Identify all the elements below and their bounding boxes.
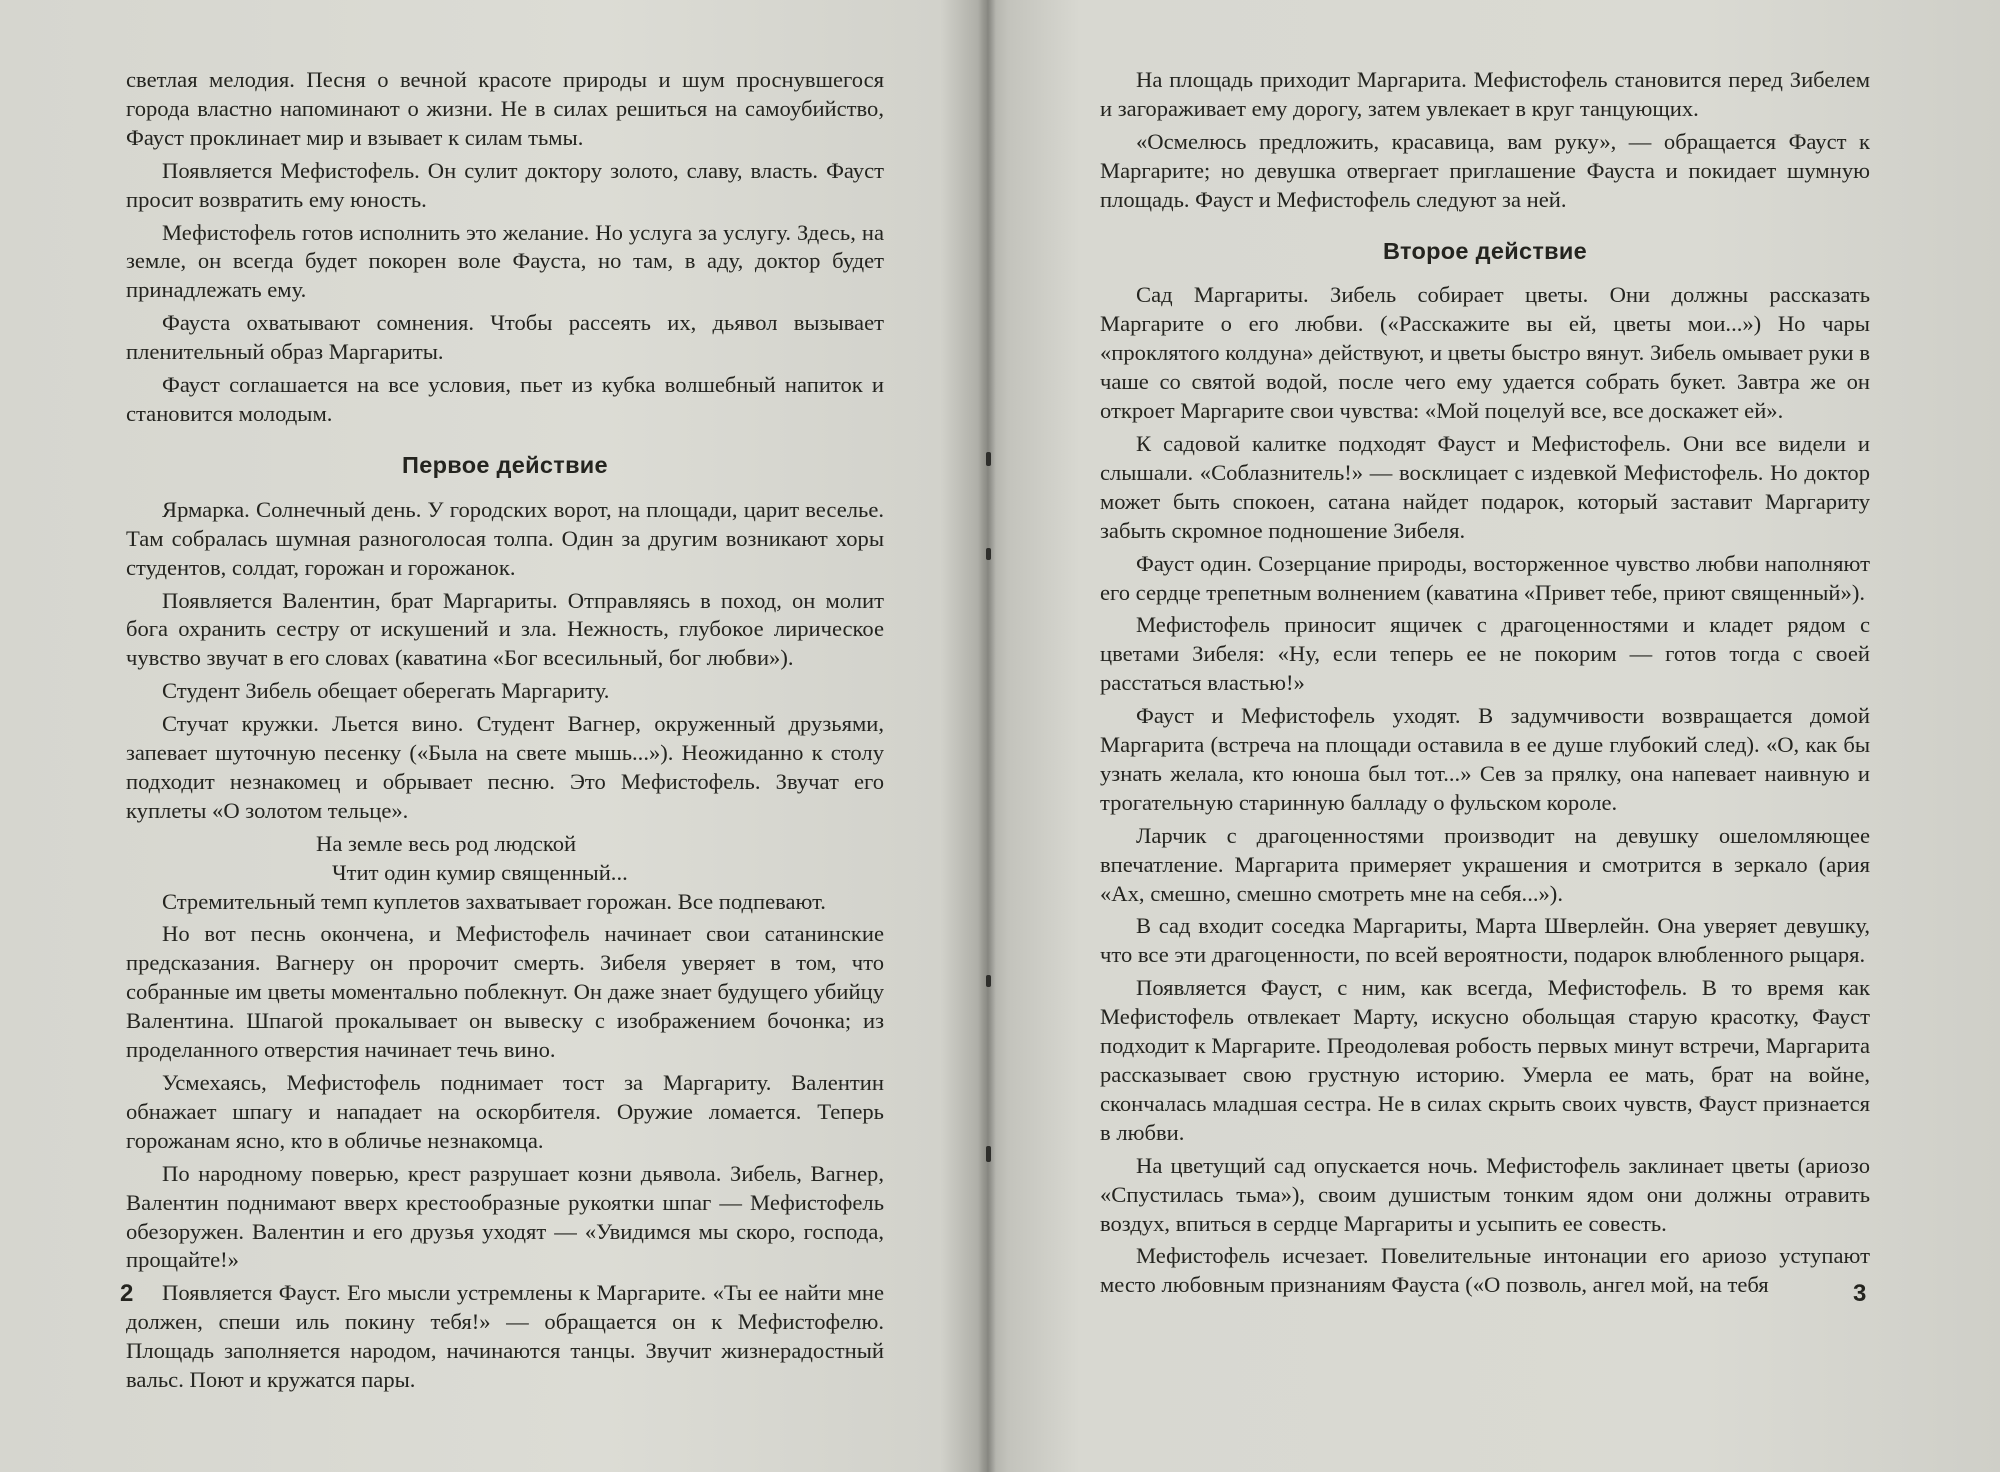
section-heading: Второе действие xyxy=(1383,237,1587,264)
paragraph: Ярмарка. Солнечный день. У городских ворот, на площади, царит веселье. Там собралась шумная разноголосая толпа. Один за другим возникают хоры студентов, солдат, горожан и горожанок. xyxy=(126,496,884,580)
binding-stitch xyxy=(986,452,991,466)
paragraph: Стучат кружки. Льется вино. Студент Вагнер, окруженный друзьями, запевает шуточную песенку («Была на свете мышь...»). Неожиданно к столу подходит незнакомец и обрывает песню. Это Мефистофель. Звучат его куплеты «О золотом тельце». xyxy=(126,711,884,823)
verse-line: На земле весь род людской xyxy=(316,830,577,856)
book-gutter xyxy=(978,0,996,1472)
paragraph: светлая мелодия. Песня о вечной красоте природы и шум проснувшегося города властно напоминают о жизни. Не в силах решиться на самоубийство, Фауст проклинает мир и взывает к силам тьмы. xyxy=(126,67,884,150)
page-number: 3 xyxy=(1853,1280,1867,1307)
paragraph: Фауст и Мефистофель уходят. В задумчивости возвращается домой Маргарита (встреча на площади оставила в ее душе глубокий след). «О, как бы узнать желала, кто юноша был тот...» Сев за прялку, она напевает наивную и трогательную старинную балладу о фульском короле. xyxy=(1100,703,1870,815)
left-page xyxy=(126,66,884,1399)
paragraph: Сад Маргариты. Зибель собирает цветы. Они должны рассказать Маргарите о его любви. («Расскажите вы ей, цветы мои...») Но чары «проклятого колдуна» действуют, и цветы быстро вянут. Зибель омывает руки в чаше со святой водой, после чего ему удается собрать букет. Завтра же он откроет Маргарите свои чувства: «Мой поцелуй все, все доскажет ей». xyxy=(1100,282,1870,424)
section-heading: Первое действие xyxy=(402,451,608,478)
paragraph: Появляется Фауст, с ним, как всегда, Мефистофель. В то время как Мефистофель отвлекает Марту, искусно обольщая старую красотку, Фауст подходит к Маргарите. Преодолевая робость первых минут встречи, Маргарита рассказывает свою грустную историю. Умерла ее мать, брат на войне, скончалась младшая сестра. Не в силах скрыть своих чувств, Фауст признается в любви. xyxy=(1100,975,1870,1145)
paragraph: «Осмелюсь предложить, красавица, вам руку», — обращается Фауст к Маргарите; но девушка отвергает приглашение Фауста и покидает шумную площадь. Фауст и Мефистофель следуют за ней. xyxy=(1100,128,1870,212)
paragraph: Появляется Мефистофель. Он сулит доктору золото, славу, власть. Фауст просит возвратить ему юность. xyxy=(126,157,884,212)
paragraph: Усмехаясь, Мефистофель поднимает тост за Маргариту. Валентин обнажает шпагу и нападает на оскорбителя. Оружие ломается. Теперь горожанам ясно, кто в обличье незнакомца. xyxy=(126,1070,884,1153)
paragraph: Появляется Валентин, брат Маргариты. Отправляясь в поход, он молит бога охранить сестру от искушений и зла. Нежность, глубокое лирическое чувство звучат в его словах (каватина «Бог всесильный, бог любви»). xyxy=(126,587,884,671)
right-page xyxy=(1100,66,1870,1304)
binding-stitch xyxy=(986,548,991,560)
paragraph: Мефистофель приносит ящичек с драгоценностями и кладет рядом с цветами Зибеля: «Ну, если теперь ее не покорим — готов тогда с своей расстаться властью!» xyxy=(1100,612,1870,696)
paragraph: Мефистофель исчезает. Повелительные интонации его ариозо уступают место любовным признаниям Фауста («О позволь, ангел мой, на тебя xyxy=(1100,1243,1870,1298)
paragraph: Ларчик с драгоценностями производит на девушку ошеломляющее впечатление. Маргарита примеряет украшения и смотрится в зеркало (ария «Ах, смешно, смешно смотреть мне на себя...»). xyxy=(1100,822,1870,906)
paragraph: Студент Зибель обещает оберегать Маргариту. xyxy=(162,678,610,704)
paragraph: Фауста охватывают сомнения. Чтобы рассеять их, дьявол вызывает пленительный образ Маргариты. xyxy=(126,310,884,365)
page-number: 2 xyxy=(120,1280,134,1307)
binding-stitch xyxy=(986,975,991,987)
binding-stitch xyxy=(986,1146,991,1162)
paragraph: На площадь приходит Маргарита. Мефистофель становится перед Зибелем и загораживает ему дорогу, затем увлекает в круг танцующих. xyxy=(1100,67,1870,121)
paragraph: Но вот песнь окончена, и Мефистофель начинает свои сатанинские предсказания. Вагнеру он пророчит смерть. Зибеля уверяет в том, что собранные им цветы моментально поблекнут. Он даже знает будущего убийцу Валентина. Шпагой прокалывает он вывеску с изображением бочонка; из проделанного отверстия начинает течь вино. xyxy=(126,921,884,1063)
paragraph: К садовой калитке подходят Фауст и Мефистофель. Они все видели и слышали. «Соблазнитель!» — восклицает с издевкой Мефистофель. Но доктор может быть спокоен, сатана найдет подарок, который заставит Маргариту забыть скромное подношение Зибеля. xyxy=(1100,430,1870,543)
paragraph: Появляется Фауст. Его мысли устремлены к Маргарите. «Ты ее найти мне должен, спеши иль покину тебя!» — обращается он к Мефистофелю. Площадь заполняется народом, начинаются танцы. Звучит жизнерадостный вальс. Поют и кружатся пары. xyxy=(126,1280,884,1393)
paragraph: По народному поверью, крест разрушает козни дьявола. Зибель, Вагнер, Валентин поднимают вверх крестообразные рукоятки шпаг — Мефистофель обезоружен. Валентин и его друзья уходят — «Увидимся мы скоро, господа, прощайте!» xyxy=(126,1160,884,1273)
verse-line: Чтит один кумир священный... xyxy=(332,859,628,885)
paragraph: Фауст соглашается на все условия, пьет из кубка волшебный напиток и становится молодым. xyxy=(126,372,884,426)
paragraph: В сад входит соседка Маргариты, Марта Шверлейн. Она уверяет девушку, что все эти драгоценности, по всей вероятности, подарок влюбленного рыцаря. xyxy=(1100,913,1870,968)
paragraph: Фауст один. Созерцание природы, восторженное чувство любви наполняют его сердце трепетным волнением (каватина «Привет тебе, приют священный»). xyxy=(1100,550,1870,605)
paragraph: На цветущий сад опускается ночь. Мефистофель заклинает цветы (ариозо «Спустилась тьма»), своим душистым тонким ядом они должны отравить воздух, впиться в сердце Маргариты и усыпить ее совесть. xyxy=(1100,1152,1870,1236)
paragraph: Стремительный темп куплетов захватывает горожан. Все подпевают. xyxy=(162,888,826,914)
paragraph: Мефистофель готов исполнить это желание. Но услуга за услугу. Здесь, на земле, он всегда будет покорен воле Фауста, но там, в аду, доктор будет принадлежать ему. xyxy=(126,219,884,303)
